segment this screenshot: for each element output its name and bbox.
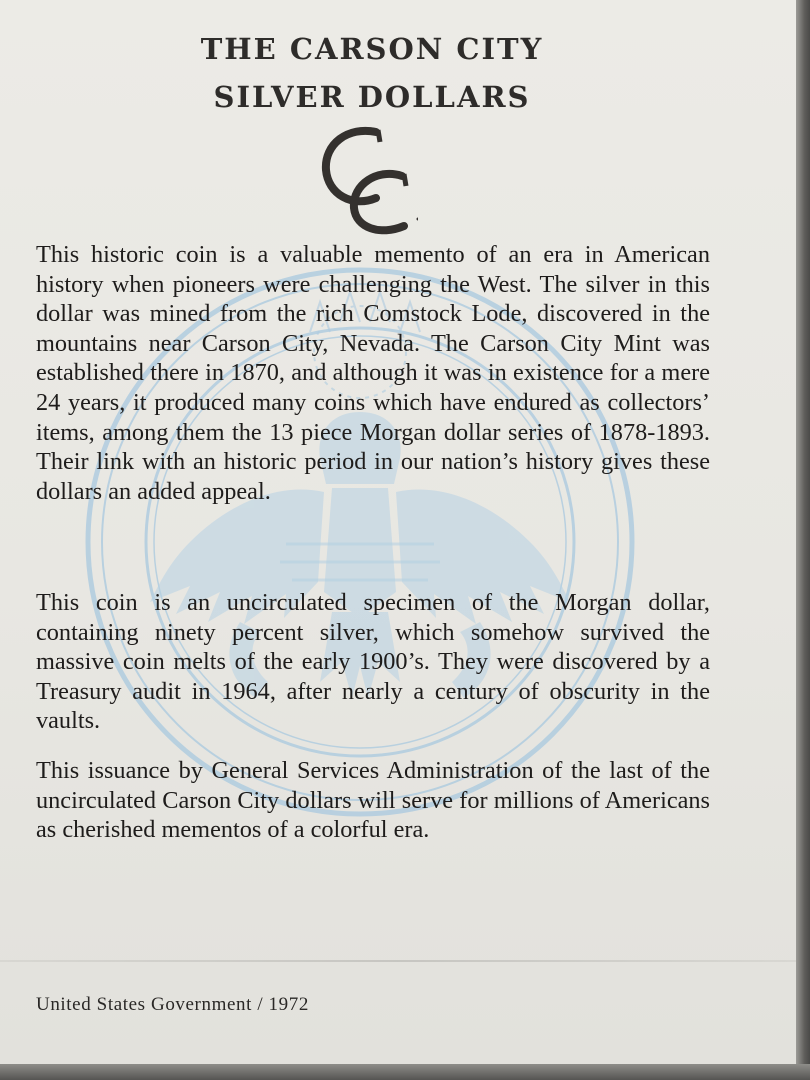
background-edge-right: [796, 0, 810, 1080]
title-line-2: SILVER DOLLARS: [213, 80, 531, 114]
cc-monogram-icon: [318, 124, 418, 236]
fold-line: [0, 960, 796, 962]
paragraph-history: This historic coin is a valuable memento of an era in American history when pioneers were challenging the West. The silver in this dollar was mined from the rich Comstock Lode, discovered in the mountains near Carson City, Nevada. The Carson City Mint was established there in 1870, and although it was in existence for a mere 24 years, it produced many coins which have endured as collectors’ items, among them the 13 piece Morgan dollar series of 1878-1893. Their link with an historic period in our nation’s history gives these dollars an added appeal.: [36, 241, 710, 505]
paragraph-specimen: This coin is an uncirculated specimen of the Morgan dollar, containing ninety percent silver, which somehow survived the massive coin melts of the early 1900’s. They were discovered by a Treasury audit in 1964, after nearly a century of obscurity in the vaults.: [36, 589, 710, 735]
paragraph-issuance: This issuance by General Services Administration of the last of the uncirculated Carson City dollars will serve for millions of Americans as cherished mementos of a colorful era.: [36, 757, 710, 844]
footer-credit: United States Government / 1972: [36, 994, 309, 1015]
title-line-1: THE CARSON CITY: [200, 32, 544, 66]
background-edge-bottom: [0, 1064, 810, 1080]
